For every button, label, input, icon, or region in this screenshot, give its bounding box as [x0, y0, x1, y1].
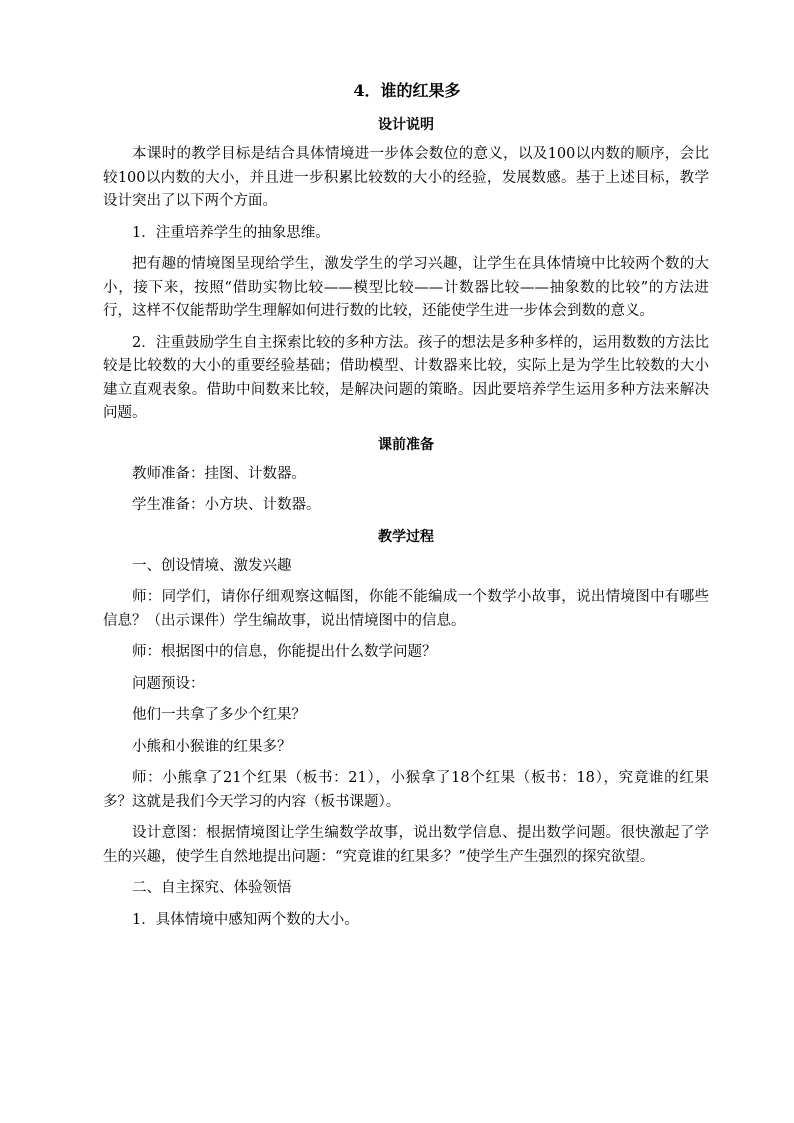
paragraph: 把有趣的情境图呈现给学生，激发学生的学习兴趣，让学生在具体情境中比较两个数的大小，接下来，按照“借助实物比较——模型比较——计数器比较——抽象数的比较”的方法进行，这样不仅能帮助学生理解如何进行数的比较，还能使学生进一步体会到数的意义。	[103, 256, 709, 319]
paragraph: 1．具体情境中感知两个数的大小。	[132, 911, 359, 928]
paragraph: 师：根据图中的信息，你能提出什么数学问题？	[132, 644, 437, 660]
paragraph: 本课时的教学目标是结合具体情境进一步体会数位的意义，以及100以内数的顺序，会比较100以内数的大小，并且进一步积累比较数的大小的经验，发展数感。基于上述目标，教学设计突出了以下两个方面。	[103, 146, 709, 209]
section-heading-preparation: 课前准备	[378, 436, 434, 453]
paragraph: 他们一共拿了多少个红果？	[132, 707, 306, 723]
paragraph: 师：同学们，请你仔细观察这幅图，你能不能编成一个数学小故事，说出情境图中有哪些信息？（出示课件）学生编故事，说出情境图中的信息。	[103, 589, 709, 629]
paragraph: 1．注重培养学生的抽象思维。	[132, 224, 330, 241]
paragraph: 二、自主探究、体验领悟	[132, 880, 292, 896]
paragraph: 问题预设：	[132, 675, 205, 692]
document-title: 4．谁的红果多	[353, 81, 461, 100]
paragraph: 学生准备：小方块、计数器。	[132, 497, 321, 513]
section-heading-design-notes: 设计说明	[378, 117, 434, 133]
paragraph: 教师准备：挂图、计数器。	[132, 465, 306, 482]
paragraph: 一、创设情境、激发兴趣	[132, 557, 292, 574]
paragraph: 师：小熊拿了21个红果（板书：21），小猴拿了18个红果（板书：18），究竟谁的红果多？这就是我们今天学习的内容（板书课题）。	[103, 770, 709, 810]
paragraph: 小熊和小猴谁的红果多？	[132, 738, 292, 755]
paragraph: 2．注重鼓励学生自主探索比较的多种方法。孩子的想法是多种多样的，运用数数的方法比较是比较数的大小的重要经验基础；借助模型、计数器来比较，实际上是为学生比较数的大小建立直观表象。借助中间数来比较，是解决问题的策略。因此要培养学生运用多种方法来解决问题。	[103, 334, 709, 421]
document-page	[103, 80, 709, 940]
section-heading-teaching-process: 教学过程	[378, 528, 434, 545]
paragraph: 设计意图：根据情境图让学生编数学故事，说出数学信息、提出数学问题。很快激起了学生的兴趣，使学生自然地提出问题：“究竟谁的红果多？”使学生产生强烈的探究欲望。	[103, 825, 709, 865]
